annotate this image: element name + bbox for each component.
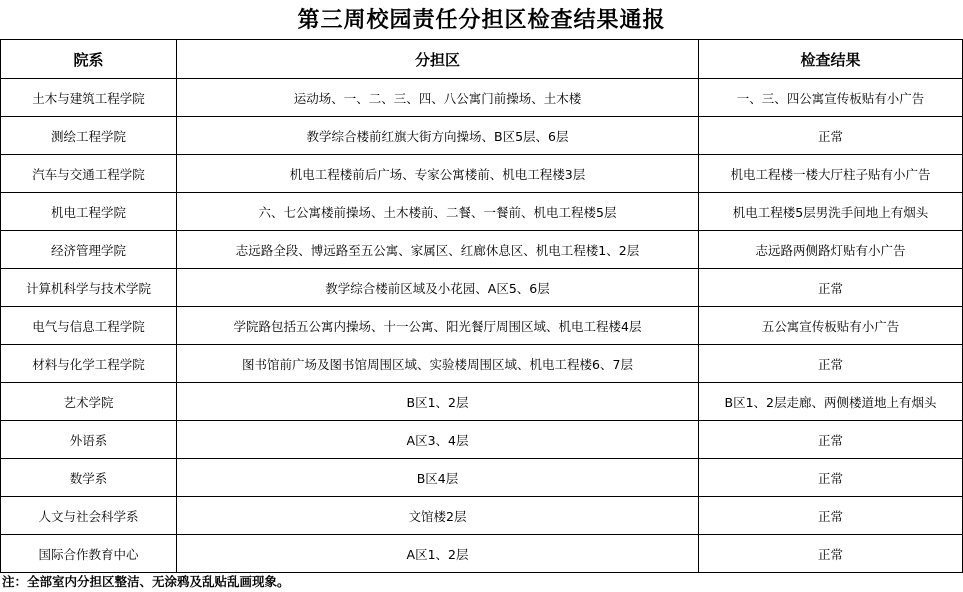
header-result: 检查结果 [699, 40, 963, 79]
area-cell: 图书馆前广场及图书馆周围区域、实验楼周围区域、机电工程楼6、7层 [177, 345, 699, 383]
department-cell: 土木与建筑工程学院 [1, 79, 177, 117]
result-cell: 机电工程楼一楼大厅柱子贴有小广告 [699, 155, 963, 193]
department-cell: 数学系 [1, 459, 177, 497]
department-cell: 人文与社会科学系 [1, 497, 177, 535]
area-cell: 机电工程楼前后广场、专家公寓楼前、机电工程楼3层 [177, 155, 699, 193]
department-cell: 艺术学院 [1, 383, 177, 421]
department-cell: 经济管理学院 [1, 231, 177, 269]
department-cell: 计算机科学与技术学院 [1, 269, 177, 307]
department-cell: 测绘工程学院 [1, 117, 177, 155]
table-row [1, 155, 963, 193]
table-row [1, 459, 963, 497]
department-cell: 外语系 [1, 421, 177, 459]
area-cell: 学院路包括五公寓内操场、十一公寓、阳光餐厅周围区域、机电工程楼4层 [177, 307, 699, 345]
inspection-table [0, 39, 963, 573]
result-cell: 正常 [699, 421, 963, 459]
table-row [1, 497, 963, 535]
area-cell: 志远路全段、博远路至五公寓、家属区、红廊休息区、机电工程楼1、2层 [177, 231, 699, 269]
department-cell: 电气与信息工程学院 [1, 307, 177, 345]
result-cell: 正常 [699, 535, 963, 573]
area-cell: A区1、2层 [177, 535, 699, 573]
department-cell: 材料与化学工程学院 [1, 345, 177, 383]
result-cell: 一、三、四公寓宣传板贴有小广告 [699, 79, 963, 117]
table-row [1, 269, 963, 307]
area-cell: 文馆楼2层 [177, 497, 699, 535]
area-cell: B区4层 [177, 459, 699, 497]
result-cell: 五公寓宣传板贴有小广告 [699, 307, 963, 345]
table-row [1, 231, 963, 269]
table-row [1, 307, 963, 345]
result-cell: 正常 [699, 269, 963, 307]
table-row [1, 535, 963, 573]
department-cell: 国际合作教育中心 [1, 535, 177, 573]
area-cell: A区3、4层 [177, 421, 699, 459]
area-cell: 教学综合楼前红旗大街方向操场、B区5层、6层 [177, 117, 699, 155]
result-cell: 机电工程楼5层男洗手间地上有烟头 [699, 193, 963, 231]
table-header-row [1, 40, 963, 79]
result-cell: B区1、2层走廊、两侧楼道地上有烟头 [699, 383, 963, 421]
report-title: 第三周校园责任分担区检查结果通报 [297, 7, 666, 33]
table-row [1, 421, 963, 459]
department-cell: 机电工程学院 [1, 193, 177, 231]
table-row [1, 193, 963, 231]
department-cell: 汽车与交通工程学院 [1, 155, 177, 193]
footnote: 注：全部室内分担区整洁、无涂鸦及乱贴乱画现象。 [2, 574, 290, 589]
table-row [1, 117, 963, 155]
result-cell: 正常 [699, 459, 963, 497]
table-row [1, 383, 963, 421]
result-cell: 正常 [699, 117, 963, 155]
table-row [1, 79, 963, 117]
area-cell: 运动场、一、二、三、四、八公寓门前操场、土木楼 [177, 79, 699, 117]
result-cell: 正常 [699, 497, 963, 535]
header-department: 院系 [1, 40, 177, 79]
header-area: 分担区 [177, 40, 699, 79]
result-cell: 正常 [699, 345, 963, 383]
table-row [1, 345, 963, 383]
area-cell: B区1、2层 [177, 383, 699, 421]
area-cell: 六、七公寓楼前操场、土木楼前、二餐、一餐前、机电工程楼5层 [177, 193, 699, 231]
area-cell: 教学综合楼前区域及小花园、A区5、6层 [177, 269, 699, 307]
result-cell: 志远路两侧路灯贴有小广告 [699, 231, 963, 269]
